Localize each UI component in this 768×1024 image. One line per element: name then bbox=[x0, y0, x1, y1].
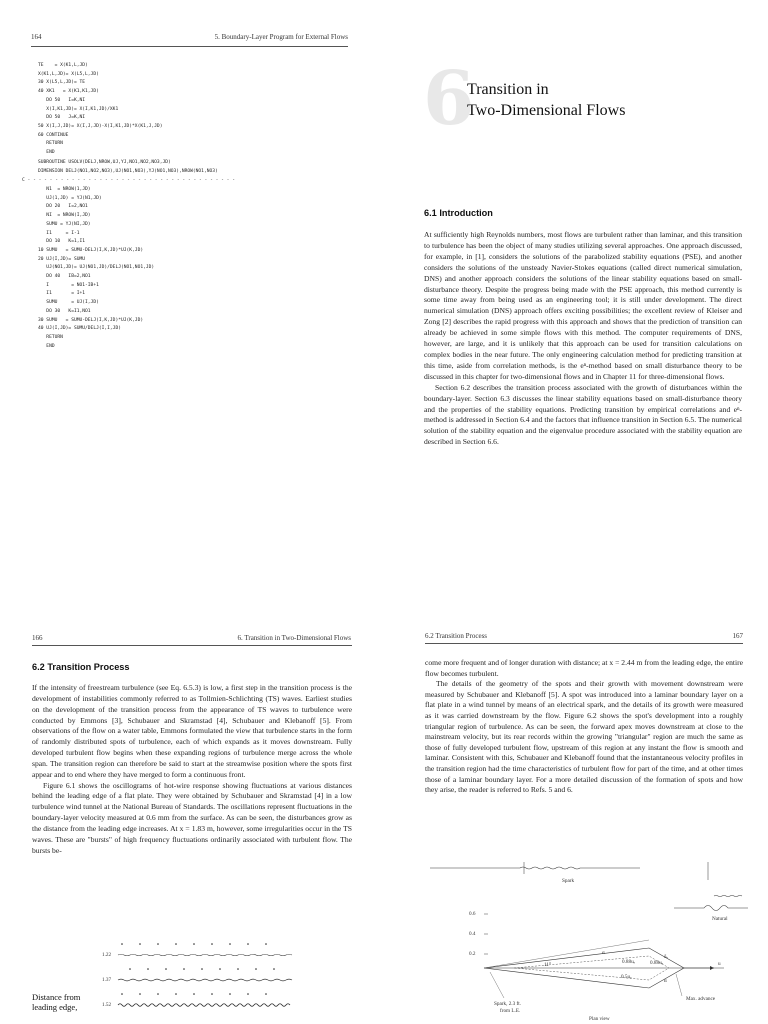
angle-label: α bbox=[664, 978, 667, 984]
leader-line bbox=[490, 972, 504, 998]
max-advance-label: Max. advance bbox=[686, 996, 716, 1002]
spark-location-label: Spark, 2.3 ft. bbox=[494, 1001, 521, 1007]
page-167 bbox=[384, 612, 768, 1024]
body-text bbox=[424, 230, 742, 448]
paragraph: If the intensity of freestream turbulence (see Eq. 6.5.3) is low, a first step in the transition process is the development of instabilities commonly referred to as Tollmien-Schlichting (TS) waves. Earliest studies on the development of the transition process from the appearance of TS waves to turbulence were conducted by Emmons [3], Schubauer and Skramstad [4], Schubauer and Klebanoff [5]. From observations of the flow on a water table, Emmons formulated the view that turbulence starts in the form of randomly distributed spots of turbulence, each of which expands as it moves downstream. Fully developed turbulent flow begins when these expanding regions of turbulence merge across the whole span. The transition region can therefore be said to start at the streamwise position where the spots first appear and to end where they have merged to form a continuous front. bbox=[32, 683, 352, 779]
paragraph: come more frequent and of longer duration with distance; at x = 2.44 m from the leading edge, the entire flow becomes turbulent. bbox=[425, 658, 743, 678]
spark-label: Spark bbox=[562, 878, 575, 884]
arrow-head-icon bbox=[710, 966, 714, 970]
oscillogram-label: 1.22 bbox=[102, 952, 112, 958]
oscillogram-trace bbox=[102, 952, 292, 1008]
velocity-label: 0.5uₑ bbox=[621, 974, 632, 980]
paragraph: Section 6.2 describes the transition process associated with the growth of disturbances within the boundary-layer. Section 6.3 discusses the linear stability equations based on small-disturbance theory and the properties of the stability equations. Predicting transition by empirical correlations and eⁿ-method is addressed in Section 6.4 and the factors that influence transition in Section 6.5. The numerical solution of the stability equation and the eigenvalue procedure associated with the stability equation are described in Section 6.6. bbox=[424, 382, 742, 447]
spark-location-label: from L.E. bbox=[500, 1008, 521, 1014]
page-number: 166 bbox=[32, 634, 43, 642]
timing-dots bbox=[121, 943, 275, 995]
leader-line bbox=[676, 974, 682, 996]
fortran-comment-separator: C - - - - - - - - - - - - - - - - - - - - - - - - - - - - - - - - - - - - - - bbox=[22, 178, 235, 183]
body-text bbox=[425, 658, 743, 796]
chapter-number: 6 bbox=[423, 56, 475, 142]
oscillogram-side-label: Distance from leading edge, bbox=[32, 992, 81, 1012]
body-text bbox=[32, 683, 352, 857]
page-number: 167 bbox=[732, 632, 743, 640]
paragraph: The details of the geometry of the spots and their growth with movement downstream were measured by Schubauer and Klebanoff [5]. A spot was introduced into a laminar boundary layer on a flat plate in a wind tunnel by means of an electrical spark, and the details of its growth were measured as it was carried downstream by the flow. Figure 6.2 shows the spot's development into a roughly triangular region of turbulence. As can be seen, the forward apex moves downstream at close to the mainstream velocity, but its rear records within the growing "triangular" region are much the same as those of fully developed turbulent flow, upstream of this region at any instant the flow is smooth and laminar. Consistent with this, Schubauer and Klebanoff found that the instantaneous velocity profiles in the transition region had the time characteristics of turbulent flow for part of the time, and at other times those of a laminar boundary layer. For a more detailed discussion of the formation of spots and how they arise, the reader is referred to Refs. 5 and 6. bbox=[425, 679, 743, 795]
paragraph: Figure 6.1 shows the oscillograms of hot-wire response showing fluctuations at various distances behind the leading edge of a flat plate. They were obtained by Schubauer and Skramstad [4] in a low turbulence wind tunnel at the National Bureau of Standards. The oscillations represent fluctuations in the boundary-layer velocity measured at 0.6 mm from the surface. As can be seen, the disturbances grow as the distance from the leading edge increases. At x = 1.83 m, however, some irregularities occur in the TS waves. These are "bursts" of high frequency fluctuations ordinarily associated with turbulent flow. The bursts be- bbox=[32, 780, 352, 855]
oscillogram-label: 1.37 bbox=[102, 977, 112, 983]
oscillogram-figure bbox=[30, 942, 360, 1024]
header-rule bbox=[31, 46, 348, 47]
spark-trace bbox=[430, 867, 640, 869]
fortran-subroutine-header: SUBROUTINE USOLV(DELJ,NROW,UJ,YJ,NO1,NO2,NO3,JD) DIMENSION DELJ(NO1,NO2,NO3),UJ(NO1,NO3),YJ(NO1,NO3),NROW(NO1,NO3) bbox=[38, 160, 218, 174]
page-166 bbox=[0, 612, 384, 1024]
natural-trace bbox=[674, 906, 748, 911]
page-164 bbox=[0, 0, 384, 612]
paragraph: At sufficiently high Reynolds numbers, most flows are turbulent rather than laminar, and this transition to turbulence has been the object of many studies utilizing several approaches. One approach discussed, for example, in [1], considers the solutions of the parabolized stability equations (PSE), and another considers the solutions of the unsteady Navier-Stokes equations (called direct numerical simulation, DNS) and another approach considers the solutions of the linear stability equations based on small-disturbance theory. Despite the progress being made with the PSE approach, this method currently is some time away from being used as an engineering tool; it is still under development. The direct numerical simulation (DNS) approach offers exciting possibilities; the excellent review of Kleiser and Zong [2] describes the rapid progress with this approach and shows that the prediction of transition can already be achieved in some simple flows with this method. The computer requirements of DNS, however, are large, and it is unlikely that this approach can be used for transition calculations on complex bodies in the near future. The only engineering calculation method for predicting transition at this time, aside from correlation methods, is the eⁿ-method based on small disturbance theory to be discussed in this chapter for two-dimensional flows and in Chapter 11 for three-dimensional flows. bbox=[424, 230, 742, 381]
natural-trace bbox=[714, 896, 742, 897]
velocity-label: 0.88uₑ bbox=[622, 959, 636, 965]
running-head: 5. Boundary-Layer Program for External Flows bbox=[214, 33, 348, 41]
fortran-code-block: N1 = NROW(1,JD) UJ(1,JD) = YJ(N1,JD) DO 20 I=2,NO1 NI = NROW(I,JD) SUMU = YJ(NI,JD) I1 = I-1 DO 10 K=1,I1 10 SUMU = SUMU-DELJ(I,K,JD)*UJ(K,JD) 20 UJ(I,JD)= SUMU UJ(NO1,JD)= UJ(NO1,JD)/DELJ(NO1,NO1,JD) DO 40 IB=2,NO1 I = NO1-IB+1 I1 = I+1 SUMU = UJ(I,JD) DO 30 K=I1,NO1 30 SUMU = SUMU-DELJ(I,K,JD)*UJ(K,JD) 40 UJ(I,JD)= SUMU/DELJ(I,I,JD) RETURN END bbox=[38, 187, 155, 349]
section-heading: 6.2 Transition Process bbox=[32, 662, 130, 672]
header-rule bbox=[425, 643, 743, 644]
header-rule bbox=[32, 645, 352, 646]
chapter-title bbox=[467, 79, 625, 121]
turbulent-spot-figure bbox=[424, 852, 754, 1024]
oscillogram-label: 1.52 bbox=[102, 1002, 112, 1008]
velocity-label: 0.88uₑ bbox=[650, 960, 664, 966]
chapter-title-line: Two-Dimensional Flows bbox=[467, 102, 626, 119]
delta-label: δₑ bbox=[664, 954, 668, 960]
axis-label: 0.6 bbox=[469, 911, 476, 917]
axis-label: 0.2 bbox=[469, 951, 476, 957]
fortran-code-block: TE = X(K1,L,JD) X(K1,L,JD)= X(L5,L,JD) 30 X(L5,L,JD)= TE 40 XK1 = X(K1,K1,JD) DO 50 I=K,NI X(I,K1,JD)= X(I,K1,JD)/XK1 DO 50 J=K,NI 50 X(I,J,JD)= X(I,J,JD)-X(I,K1,JD)*X(K1,J,JD) 60 CONTINUE RETURN END bbox=[38, 63, 163, 156]
running-head: 6. Transition in Two-Dimensional Flows bbox=[237, 634, 351, 642]
axis-label: 0.4 bbox=[469, 931, 476, 937]
page-165 bbox=[384, 0, 768, 612]
natural-label: Natural bbox=[712, 916, 728, 922]
page-number: 164 bbox=[31, 33, 42, 41]
running-head: 6.2 Transition Process bbox=[425, 632, 488, 640]
chapter-title-line: Transition in bbox=[467, 81, 549, 98]
angle-label: α bbox=[602, 950, 605, 956]
velocity-symbol: u bbox=[718, 961, 721, 967]
section-heading: 6.1 Introduction bbox=[424, 208, 493, 218]
plan-view-caption: Plan view bbox=[589, 1016, 610, 1022]
angle-label: 11° bbox=[544, 962, 552, 968]
